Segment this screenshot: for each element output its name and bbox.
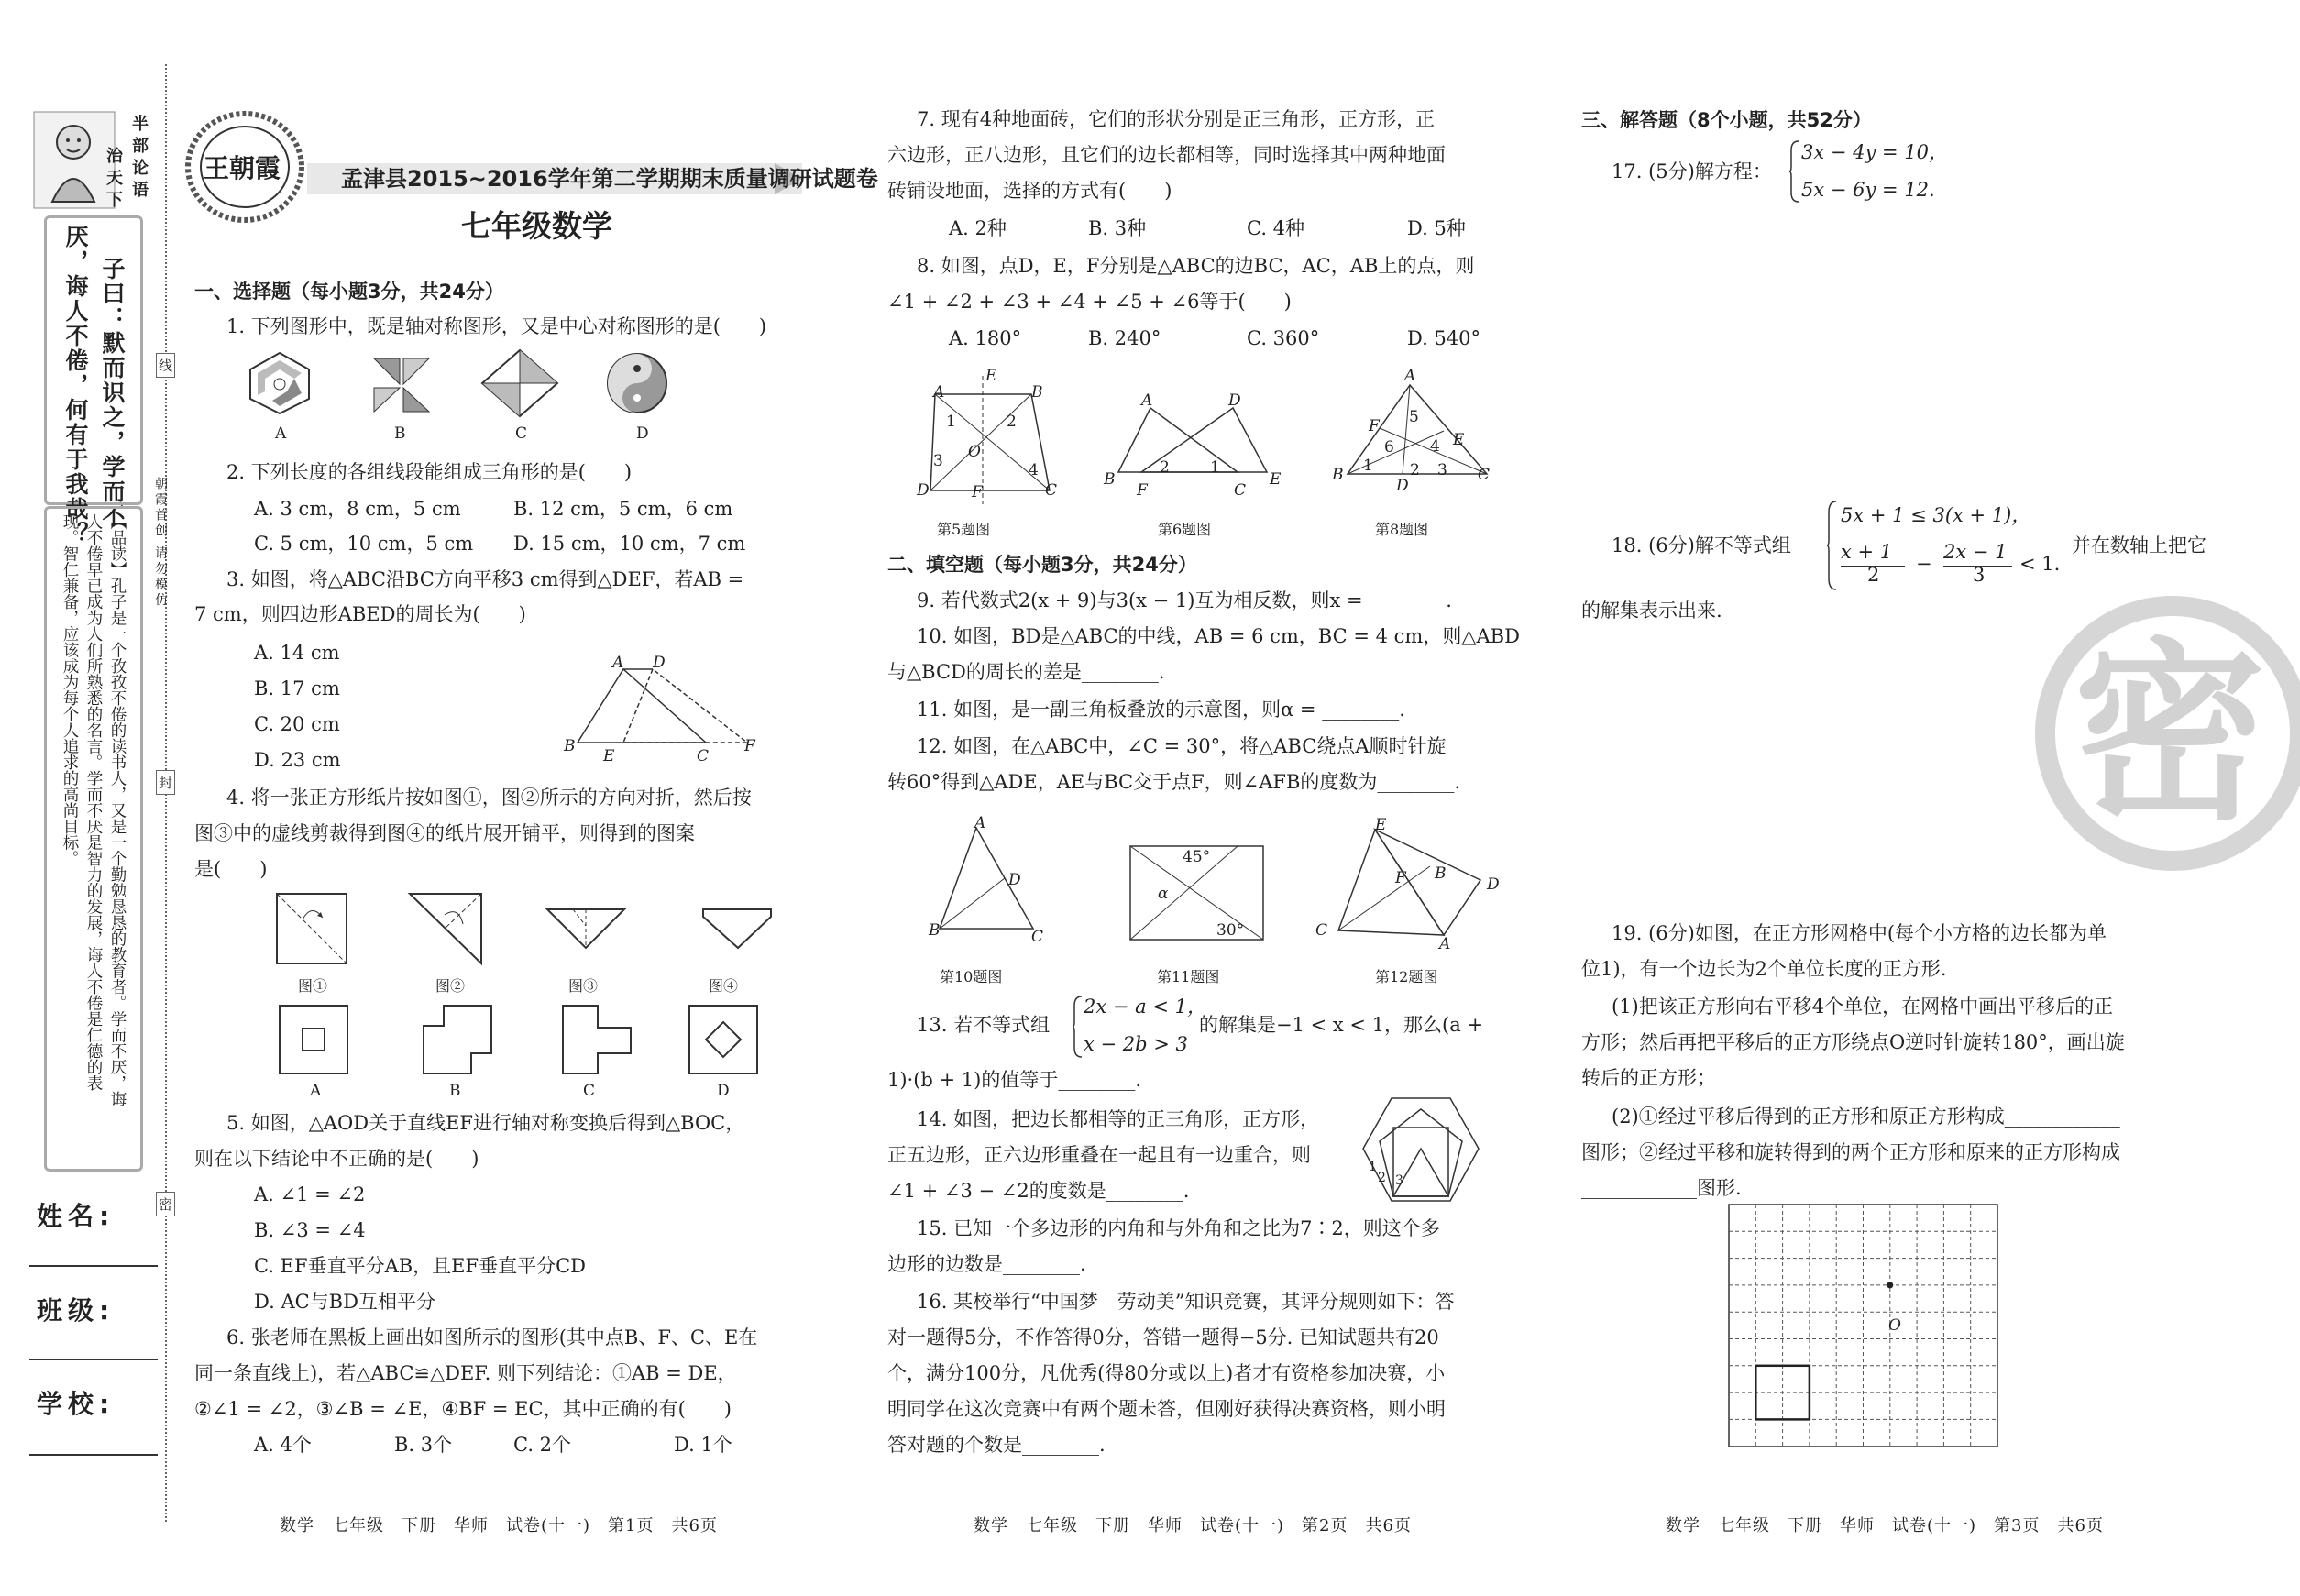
section-2-heading: 二、填空题（每小题3分，共24分） [887, 554, 1197, 576]
q19-line-5: 转后的正方形； [1581, 1067, 1716, 1089]
fig5-label-4: 4 [1029, 461, 1039, 479]
q5-option-c: C. EF垂直平分AB，且EF垂直平分CD [254, 1255, 586, 1277]
fig14 [1361, 1095, 1480, 1205]
q4-label-b: B [449, 1082, 461, 1100]
q4-fig-4 [701, 908, 775, 953]
fig5-label-2: 2 [1007, 413, 1017, 431]
class-field[interactable] [29, 1359, 158, 1360]
name-label: 姓名: [37, 1201, 116, 1231]
q2-text: 2. 下列长度的各组线段能组成三角形的是( ) [226, 461, 633, 483]
q7-option-c: C. 4种 [1247, 217, 1305, 239]
q2-option-d: D. 15 cm，10 cm，7 cm [513, 533, 746, 555]
fig5-label-3: 3 [933, 452, 943, 470]
q6-line-3: ②∠1 = ∠2，③∠B = ∠E，④BF = EC，其中正确的有( ) [194, 1398, 732, 1420]
q7-option-d: D. 5种 [1407, 217, 1466, 239]
fig6-label-b: B [1104, 470, 1116, 489]
q13-line-2: 1)·(b + 1)的值等于________. [887, 1069, 1142, 1091]
q17-prefix: 17. (5分)解方程： [1612, 160, 1772, 182]
fig5-label-1: 1 [946, 413, 956, 431]
school-field[interactable] [29, 1454, 158, 1456]
q3-fig-c: C [697, 747, 710, 765]
q19-line-6: (2)①经过平移后得到的正方形和原正方形构成____________ [1612, 1106, 2120, 1128]
q19-line-1: 19. (6分)如图，在正方形网格中(每个小方格的边长都为单 [1612, 922, 2107, 944]
q4-caption-4: 图④ [709, 977, 739, 995]
fig11-caption: 第11题图 [1157, 968, 1220, 985]
q8-line-1: 8. 如图，点D，E，F分别是△ABC的边BC，AC，AB上的点，则 [917, 255, 1475, 277]
q4-caption-3: 图③ [568, 977, 599, 995]
fig6 [1109, 399, 1279, 481]
q15-line-2: 边形的边数是________. [887, 1253, 1086, 1275]
logo-text: 王朝霞 [204, 153, 281, 183]
q7-line-2: 六边形，正八边形，且它们的边长都相等，同时选择其中两种地面 [887, 144, 1446, 166]
q2-option-c: C. 5 cm，10 cm，5 cm [254, 533, 474, 555]
q4-label-a: A [310, 1082, 322, 1100]
fig8-label-3: 3 [1437, 461, 1447, 479]
fig12-label-b: B [1435, 864, 1447, 883]
sidebar [28, 110, 151, 1485]
fig8-label-1: 1 [1363, 457, 1373, 475]
school-label: 学校: [37, 1389, 116, 1419]
q13-prefix: 13. 若不等式组 [917, 1014, 1051, 1036]
q3-line-2: 7 cm，则四边形ABED的周长为( ) [194, 603, 526, 625]
fig6-caption: 第6题图 [1158, 521, 1212, 538]
q18-minus: − [1916, 553, 1932, 575]
q5-option-a: A. ∠1 = ∠2 [254, 1183, 366, 1205]
grid-point-o [1887, 1282, 1893, 1288]
q8-option-d: D. 540° [1407, 327, 1481, 349]
fig6-label-d: D [1228, 391, 1241, 410]
q4-caption-2: 图② [435, 977, 466, 995]
q4-line-3: 是( ) [194, 858, 268, 880]
q6-line-2: 同一条直线上)，若△ABC≌△DEF. 则下列结论：①AB = DE， [194, 1362, 737, 1384]
binding-mark-3: 密 [156, 1192, 175, 1216]
q8-line-2: ∠1 + ∠2 + ∠3 + ∠4 + ∠5 + ∠6等于( ) [887, 291, 1292, 313]
q16-line-4: 明同学在这次竞赛中有两个题未答，但刚好获得决赛资格，则小明 [887, 1398, 1446, 1420]
fig8-label-b: B [1332, 466, 1344, 484]
q19-line-8: ____________图形. [1581, 1177, 1742, 1199]
q4-caption-1: 图① [298, 977, 328, 995]
q18-system-1: 5x + 1 ≤ 3(x + 1)， [1841, 504, 2031, 526]
q13-brace [1073, 995, 1084, 1059]
fig14-label-1: 1 [1369, 1160, 1377, 1174]
q18-prefix: 18. (6分)解不等式组 [1612, 534, 1791, 556]
q3-fig-b: B [564, 737, 576, 755]
fig12-label-e: E [1375, 816, 1387, 834]
fig8-label-6: 6 [1384, 438, 1394, 457]
q5-option-b: B. ∠3 = ∠4 [254, 1219, 366, 1241]
q4-fig-2 [408, 892, 486, 967]
q3-fig-f: F [744, 737, 755, 755]
fig10-label-d: D [1008, 871, 1021, 889]
q4-option-c-figure [561, 1004, 634, 1077]
fig6-label-f: F [1137, 481, 1148, 500]
binding-mark-2: 封 [156, 770, 175, 795]
q4-line-1: 4. 将一张正方形纸片按如图①，图②所示的方向对折，然后按 [226, 787, 752, 809]
q5-line-1: 5. 如图，△AOD关于直线EF进行轴对称变换后得到△BOC， [226, 1112, 745, 1134]
fig14-label-2: 2 [1378, 1171, 1386, 1185]
q4-option-b-figure [422, 1004, 495, 1077]
fig8-label-c: C [1478, 466, 1491, 484]
q18-brace [1827, 500, 1838, 591]
q12-line-1: 12. 如图，在△ABC中，∠C = 30°，将△ABC绕点A顺时针旋 [917, 735, 1447, 757]
footer-page-2: 数学 七年级 下册 华师 试卷(十一) 第2页 共6页 [974, 1516, 1412, 1535]
fig5-label-e: E [985, 367, 997, 385]
fig6-label-2: 2 [1160, 458, 1170, 477]
q14-line-3: ∠1 + ∠3 − ∠2的度数是________. [887, 1180, 1190, 1202]
q17-system-1: 3x − 4y = 10， [1801, 141, 1949, 163]
q1-option-b-figure [367, 351, 435, 415]
q1-label-a: A [275, 424, 287, 443]
q17-system-2: 5x − 6y = 12. [1801, 179, 1935, 201]
q7-line-3: 砖铺设地面，选择的方式有( ) [887, 180, 1172, 202]
fig8-caption: 第8题图 [1375, 521, 1429, 538]
q18-suffix: 并在数轴上把它 [2072, 534, 2206, 556]
fig5-caption: 第5题图 [937, 521, 991, 538]
q19-line-4: 方形；然后再把平移后的正方形绕点O逆时针旋转180°，画出旋 [1581, 1031, 2125, 1053]
fig12-caption: 第12题图 [1375, 968, 1438, 985]
q19-line-3: (1)把该正方形向右平移4个单位，在网格中画出平移后的正 [1612, 996, 2114, 1018]
q16-line-2: 对一题得5分，不作答得0分，答错一题得−5分. 已知试题共有20 [887, 1326, 1439, 1348]
fig8-label-5: 5 [1409, 408, 1419, 426]
fig6-label-a: A [1141, 391, 1153, 410]
fig12-label-a: A [1439, 935, 1451, 953]
q17-brace [1789, 139, 1800, 204]
q4-line-2: 图③中的虚线剪裁得到图④的纸片展开铺平，则得到的图案 [194, 822, 695, 844]
q4-fig-1 [275, 892, 350, 967]
motto-1: 半部论语 [129, 115, 149, 203]
q6-option-d: D. 1个 [674, 1434, 732, 1456]
q3-option-a: A. 14 cm [254, 642, 340, 664]
logo [183, 110, 307, 225]
fig8-label-e: E [1453, 431, 1465, 449]
q6-option-b: B. 3个 [394, 1434, 453, 1456]
class-label: 班级: [37, 1295, 116, 1326]
subject-title: 七年级数学 [461, 208, 612, 244]
binding-note: 朝霞首创 请勿模仿 [153, 477, 168, 609]
q5-line-2: 则在以下结论中不正确的是( ) [194, 1148, 479, 1170]
fig12 [1325, 825, 1494, 944]
fig8-label-d: D [1396, 477, 1409, 495]
q3-option-d: D. 23 cm [254, 749, 341, 771]
q3-fig-a: A [612, 654, 624, 672]
q1-text: 1. 下列图形中，既是轴对称图形，又是中心对称图形的是( ) [226, 315, 767, 337]
fig14-label-3: 3 [1395, 1173, 1403, 1188]
exam-title: 孟津县2015~2016学年第二学期期末质量调研试题卷 [341, 166, 878, 192]
grid-point-o-label: O [1888, 1316, 1901, 1335]
fig8-label-a: A [1404, 367, 1416, 385]
q12-line-2: 转60°得到△ADE，AE与BC交于点F，则∠AFB的度数为________. [887, 771, 1461, 793]
q16-line-3: 个，满分100分，凡优秀(得80分或以上)者才有资格参加决赛，小 [887, 1362, 1446, 1384]
fig5-label-b: B [1031, 383, 1043, 402]
q1-option-d-figure [605, 351, 669, 415]
fig12-label-d: D [1487, 875, 1500, 894]
q4-option-d-figure [688, 1004, 761, 1077]
q7-line-1: 7. 现有4种地面砖，它们的形状分别是正三角形，正方形，正 [917, 108, 1436, 130]
fig10-caption: 第10题图 [940, 968, 1003, 985]
q3-line-1: 3. 如图，将△ABC沿BC方向平移3 cm得到△DEF，若AB = [226, 568, 744, 590]
q3-fig-d: D [653, 654, 666, 672]
q3-fig-e: E [603, 747, 615, 765]
q13-system-2: x − 2b > 3 [1084, 1033, 1188, 1055]
q2-option-b: B. 12 cm，5 cm，6 cm [513, 498, 733, 520]
q10-line-1: 10. 如图，BD是△ABC的中线，AB = 6 cm，BC = 4 cm，则△ABD [917, 625, 1520, 647]
fig10-label-b: B [929, 921, 941, 940]
q19-grid [1728, 1204, 2003, 1451]
q13-suffix: 的解集是−1 < x < 1，那么(a + [1199, 1014, 1484, 1036]
reading-line-3: 现。智仁兼备，应该成为每个人追求的高尚目标。 [61, 513, 79, 866]
reading-line-1: 【品读】孔子是一个孜孜不倦的读书人，又是一个勤勉恳恳的教育者。学而不厌，诲 [108, 513, 127, 1107]
q16-line-5: 答对题的个数是________. [887, 1434, 1106, 1456]
q10-line-2: 与△BCD的周长的差是________. [887, 661, 1165, 683]
fig5-label-d: D [917, 481, 930, 500]
fig5-label-a: A [933, 383, 945, 402]
q19-line-2: 位1)，有一个边长为2个单位长度的正方形. [1581, 958, 1947, 980]
q3-figure [550, 658, 761, 750]
q7-option-b: B. 3种 [1088, 217, 1147, 239]
q1-option-c-figure [479, 348, 561, 418]
section-3-heading: 三、解答题（8个小题，共52分） [1581, 109, 1872, 131]
q8-option-b: B. 240° [1088, 327, 1161, 349]
q6-option-c: C. 2个 [513, 1434, 572, 1456]
q18-less-than: < 1. [2019, 553, 2061, 575]
fig11-label-alpha: α [1158, 885, 1169, 903]
q9-text: 9. 若代数式2(x + 9)与3(x − 1)互为相反数，则x = ________. [917, 589, 1452, 611]
q14-line-2: 正五边形，正六边形重叠在一起且有一边重合，则 [887, 1144, 1311, 1166]
fig6-label-1: 1 [1210, 458, 1220, 477]
q8-option-a: A. 180° [949, 327, 1022, 349]
footer-page-3: 数学 七年级 下册 华师 试卷(十一) 第3页 共6页 [1666, 1516, 2104, 1535]
fig11-label-45: 45° [1183, 848, 1211, 866]
fig12-label-c: C [1315, 921, 1328, 940]
q2-option-a: A. 3 cm，8 cm，5 cm [254, 498, 461, 520]
footer-page-1: 数学 七年级 下册 华师 试卷(十一) 第1页 共6页 [280, 1516, 718, 1535]
fig8-label-2: 2 [1410, 461, 1420, 479]
q1-label-d: D [636, 424, 649, 443]
fig10-label-a: A [974, 814, 986, 832]
motto-2: 治天下 [104, 147, 123, 213]
q18-line-2: 的解集表示出来. [1581, 600, 1722, 622]
q5-option-d: D. AC与BD互相平分 [254, 1291, 435, 1313]
binding-mark-1: 线 [156, 353, 175, 378]
fig12-label-f: F [1395, 869, 1406, 887]
q11-text: 11. 如图，是一副三角板叠放的示意图，则α = ________. [917, 699, 1405, 721]
fig5-label-f: F [972, 483, 983, 501]
fig8-label-f: F [1369, 417, 1380, 435]
q14-line-1: 14. 如图，把边长都相等的正三角形，正方形， [917, 1108, 1320, 1130]
fig5-label-c: C [1045, 481, 1058, 500]
q16-line-1: 16. 某校举行“中国梦 劳动美”知识竞赛，其评分规则如下：答 [917, 1291, 1455, 1313]
q18-frac2-num: 2x − 1 [1943, 541, 2008, 563]
watermark-character: 密 [2074, 620, 2267, 846]
q13-system-1: 2x − a < 1， [1084, 996, 1206, 1018]
q1-option-a-figure [243, 351, 316, 415]
q4-label-c: C [583, 1082, 596, 1100]
q7-option-a: A. 2种 [949, 217, 1007, 239]
fig6-label-c: C [1234, 481, 1247, 500]
q18-frac1-den: 2 [1867, 564, 1880, 586]
q1-label-b: B [394, 424, 406, 443]
fig10-label-c: C [1031, 928, 1044, 946]
quote-line-1: 子曰：默而识之，学而不 [99, 257, 126, 529]
fig6-label-e: E [1270, 470, 1282, 489]
q6-line-1: 6. 张老师在黑板上画出如图所示的图形(其中点B、F、C、E在 [226, 1326, 758, 1348]
fig8-label-4: 4 [1430, 437, 1440, 456]
reading-line-2: 人不倦早已成为人们所熟悉的名言。学而不厌是智力的发展，诲人不倦是仁德的表 [84, 513, 103, 1091]
q15-line-1: 15. 已知一个多边形的内角和与外角和之比为7∶2，则这个多 [917, 1217, 1440, 1239]
fig11-label-30: 30° [1216, 921, 1245, 940]
q1-label-c: C [515, 424, 528, 443]
section-1-heading: 一、选择题（每小题3分，共24分） [194, 281, 504, 303]
q8-option-c: C. 360° [1247, 327, 1320, 349]
q19-line-7: 图形；②经过平移和旋转得到的两个正方形和原来的正方形构成 [1581, 1141, 2120, 1163]
q4-option-a-figure [278, 1004, 351, 1077]
name-field[interactable] [29, 1265, 158, 1267]
q4-label-d: D [717, 1082, 730, 1100]
fig10 [930, 823, 1040, 942]
q6-option-a: A. 4个 [254, 1434, 312, 1456]
fig5-label-o: O [968, 443, 981, 461]
q3-option-c: C. 20 cm [254, 713, 340, 735]
quote-line-2: 厌，诲人不倦，何有于我哉？ [62, 225, 89, 546]
q3-option-b: B. 17 cm [254, 677, 340, 699]
q18-frac2-den: 3 [1973, 564, 1986, 586]
q18-frac1-num: x + 1 [1841, 541, 1893, 563]
q4-fig-3 [545, 908, 628, 953]
